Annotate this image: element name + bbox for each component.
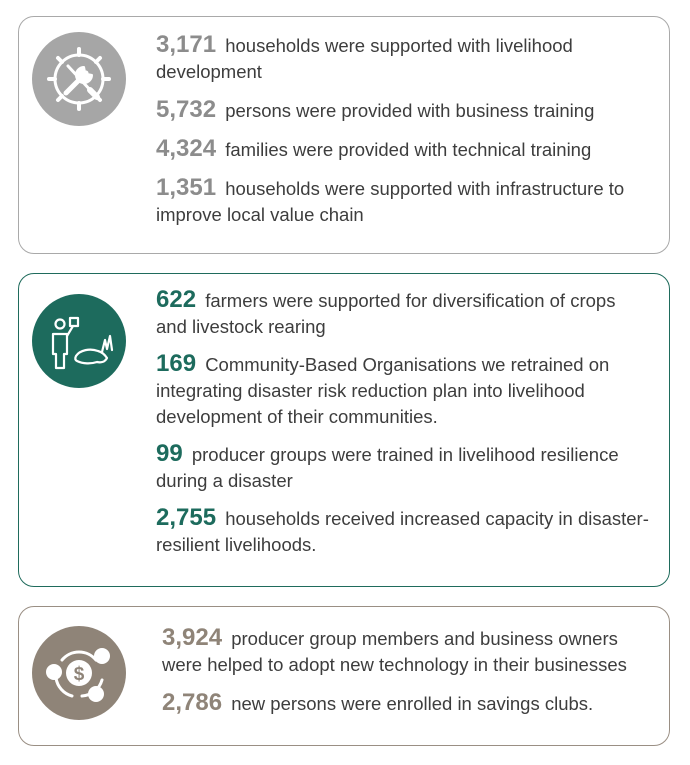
- stat-text: households were supported with infrastructure to improve local value chain: [156, 178, 625, 225]
- stat-number: 3,171: [156, 31, 217, 58]
- stat-item: [156, 175, 651, 228]
- stat-number: 5,732: [156, 96, 217, 123]
- stat-item: [156, 287, 651, 340]
- stat-number: 1,351: [156, 174, 217, 201]
- stat-text: families were provided with technical training: [225, 139, 592, 160]
- gear-wrench-icon: [32, 32, 126, 126]
- resilience-stats-list: [156, 287, 651, 569]
- stat-item: [156, 441, 651, 494]
- stat-number: 3,924: [162, 624, 223, 651]
- stat-item: [162, 625, 651, 678]
- livelihood-development-card: [18, 16, 670, 254]
- stat-item: [156, 136, 651, 163]
- svg-text:$: $: [73, 664, 85, 685]
- stat-text: persons were provided with business training: [225, 100, 595, 121]
- stat-item: [156, 351, 651, 430]
- stat-text: farmers were supported for diversification of crops and livestock rearing: [156, 290, 616, 337]
- stat-number: 2,755: [156, 504, 217, 531]
- disaster-resilience-card: [18, 273, 670, 587]
- savings-network-icon: [32, 626, 126, 720]
- stat-item: [156, 32, 651, 85]
- stat-number: 622: [156, 286, 197, 313]
- technology-savings-card: [18, 606, 670, 746]
- technology-stats-list: [162, 625, 651, 729]
- stat-item: [156, 97, 651, 124]
- stat-item: [162, 690, 651, 717]
- farmer-livestock-icon: [32, 294, 126, 388]
- stat-text: producer group members and business owners were helped to adopt new technology in their businesses: [162, 628, 627, 675]
- stat-number: 2,786: [162, 689, 223, 716]
- stat-number: 4,324: [156, 135, 217, 162]
- stat-text: producer groups were trained in livelihood resilience during a disaster: [156, 444, 619, 491]
- stat-text: households received increased capacity in disaster-resilient livelihoods.: [156, 508, 649, 555]
- stat-item: [156, 505, 651, 558]
- stat-number: 99: [156, 440, 183, 467]
- stat-number: 169: [156, 350, 197, 377]
- livelihood-stats-list: [156, 32, 651, 240]
- stat-text: new persons were enrolled in savings clubs.: [231, 693, 594, 714]
- stat-text: Community-Based Organisations we retrained on integrating disaster risk reduction plan into livelihood development of their communities.: [156, 354, 610, 427]
- stat-text: households were supported with livelihood development: [156, 35, 573, 82]
